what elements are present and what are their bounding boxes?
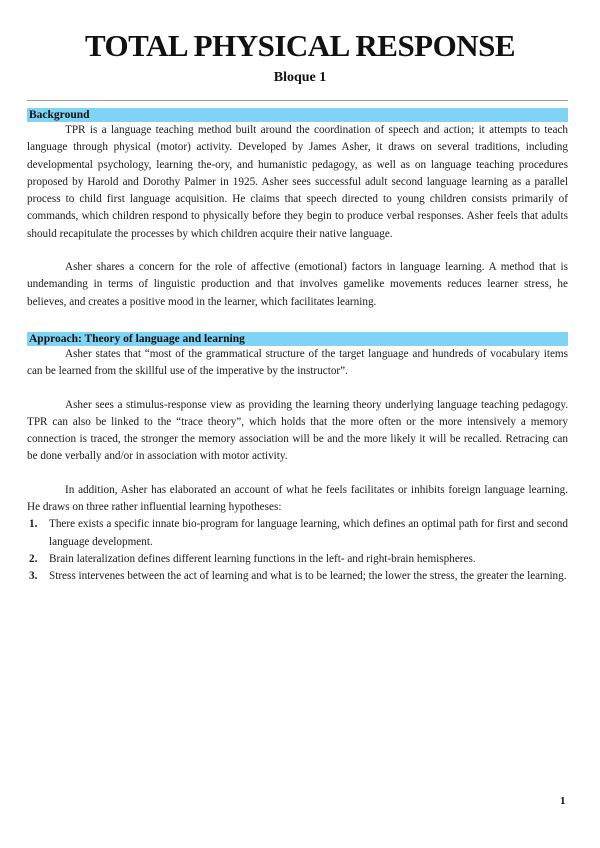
title-divider	[27, 100, 568, 101]
list-item-text: Brain lateralization defines different learning functions in the left- and right-brain hemispheres.	[49, 552, 476, 565]
list-item-number: 1.	[29, 518, 38, 531]
paragraph-background-1: TPR is a language teaching method built around the coordination of speech and action; it attempts to teach language through physical (motor) activity. Developed by James Asher, it draws on several traditions, including developmental psychology, learning the-ory, and humanistic pedagogy, as well as on language teaching procedures proposed by Harold and Dorothy Palmer in 1925. Asher sees successful adult second language learning as a parallel process to child first language acquisition. He claims that speech directed to young children consists primarily of commands, which children respond to physically before they begin to produce verbal responses. Asher feels that adults should recapitulate the processes by which children acquire their native language.	[27, 124, 568, 240]
list-item	[27, 551, 568, 568]
hypotheses-list	[27, 516, 568, 585]
paragraph-background-2: Asher shares a concern for the role of affective (emotional) factors in language learning. A method that is undemanding in terms of linguistic production and that involves gamelike movements reduces learner stress, he believes, and creates a positive mood in the learner, which facilitates learning.	[27, 261, 568, 308]
page-subtitle: Bloque 1	[273, 70, 327, 85]
list-item	[27, 568, 568, 585]
list-item-text: Stress intervenes between the act of learning and what is to be learned; the lower the stress, the greater the learning.	[49, 570, 567, 583]
page-title: TOTAL PHYSICAL RESPONSE	[84, 28, 516, 63]
section-heading-background: Background	[27, 108, 568, 122]
section-approach	[27, 332, 568, 586]
list-item-number: 3.	[29, 570, 38, 583]
list-item	[27, 516, 568, 551]
paragraph-approach-1: Asher states that “most of the grammatical structure of the target language and hundreds of vocabulary items can be learned from the skillful use of the imperative by the instructor”.	[27, 348, 568, 378]
section-background	[27, 108, 568, 311]
list-item-text: There exists a specific innate bio-program for language learning, which defines an optimal path for first and second language development.	[49, 518, 568, 548]
paragraph-approach-3: In addition, Asher has elaborated an account of what he feels facilitates or inhibits foreign language learning. He draws on three rather influential learning hypotheses:	[27, 483, 568, 514]
page-number: 1	[560, 795, 566, 807]
paragraph-approach-2: Asher sees a stimulus-response view as providing the learning theory underlying language teaching pedagogy. TPR can also be linked to the “trace theory”, which holds that the more often or the more intensively a memory connection is traced, the stronger the memory association will be and the more likely it will be recalled. Retracing can be done verbally and/or in association with motor activity.	[27, 398, 568, 463]
section-heading-approach: Approach: Theory of language and learning	[27, 332, 568, 346]
list-item-number: 2.	[29, 552, 38, 565]
